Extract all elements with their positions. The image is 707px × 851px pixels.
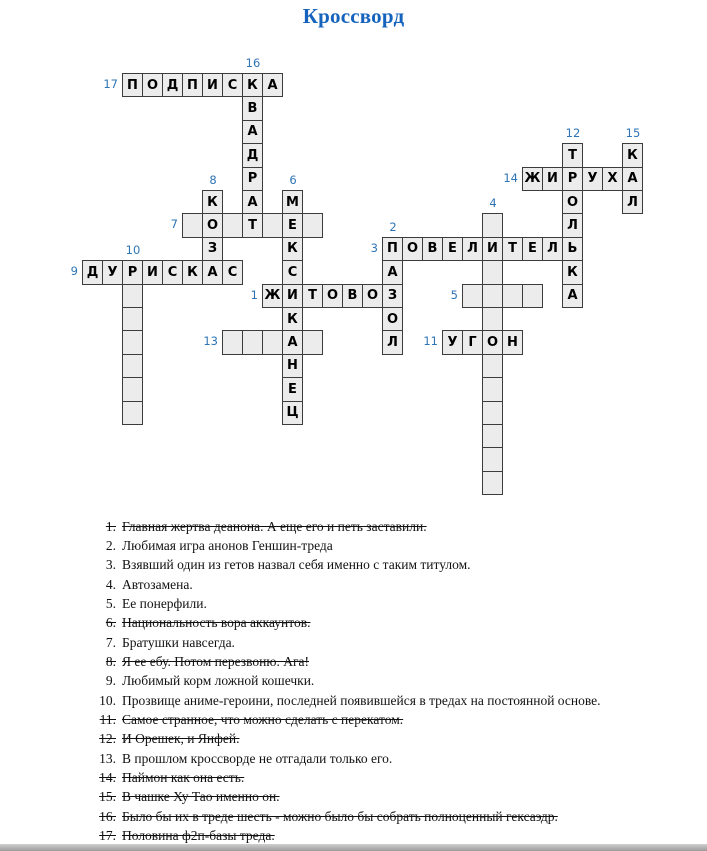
cell-letter: И (487, 241, 498, 257)
cell-letter: М (286, 194, 299, 210)
cell-letter: О (366, 288, 379, 304)
cell-letter: Т (568, 147, 577, 163)
clue-text: Любимый корм ложной кошечки. (122, 673, 315, 689)
cell-letter: Ж (264, 288, 281, 304)
cell-letter: А (287, 335, 298, 351)
grid-cell (302, 284, 323, 308)
clue-text: Автозамена. (122, 576, 193, 592)
grid-cell (602, 167, 623, 191)
clue-number: 7. (105, 634, 116, 650)
grid-cell (182, 213, 203, 237)
clue-number: 14. (99, 770, 116, 786)
grid-cell (242, 143, 263, 167)
clue-item (92, 575, 672, 594)
grid-cell (502, 330, 523, 354)
grid-cell (222, 260, 243, 284)
grid-cell (622, 167, 643, 191)
grid-cell (482, 354, 503, 378)
clue-text: Я ее ебу. Потом перезвоню. Ага! (122, 654, 310, 670)
grid-cell (122, 307, 143, 331)
grid-cell (522, 167, 543, 191)
cell-letter: Л (387, 335, 398, 351)
cell-letter: Д (86, 264, 99, 280)
word-number-label: 10 (125, 243, 141, 258)
grid-cell (382, 330, 403, 354)
clue-text: Самое странное, что можно сделать с перекатом. (122, 712, 404, 728)
clue-item (92, 517, 672, 536)
grid-cell (302, 213, 323, 237)
grid-cell (282, 284, 303, 308)
clue-text: Любимая игра анонов Геншин-треда (122, 538, 333, 554)
cell-letter: О (206, 218, 219, 234)
cell-letter: Р (567, 171, 578, 187)
grid-cell (242, 330, 263, 354)
clue-number: 3. (105, 557, 116, 573)
cell-letter: Т (508, 241, 517, 257)
clue-number: 4. (105, 576, 116, 592)
clue-item (92, 788, 672, 807)
cell-letter: Н (507, 335, 518, 351)
cell-letter: В (247, 101, 258, 117)
cell-letter: Г (468, 335, 477, 351)
grid-cell (482, 260, 503, 284)
clue-text: В прошлом кроссворде не отгадали только его. (122, 750, 393, 766)
cell-letter: О (566, 194, 579, 210)
grid-cell (202, 260, 223, 284)
cell-letter: И (547, 171, 558, 187)
grid-cell (482, 237, 503, 261)
grid-cell (382, 260, 403, 284)
grid-cell (462, 237, 483, 261)
grid-cell (282, 237, 303, 261)
grid-cell (482, 471, 503, 495)
grid-cell (242, 120, 263, 144)
cell-letter: Х (607, 171, 618, 187)
word-number-label: 15 (625, 126, 641, 141)
clue-item (92, 827, 672, 846)
grid-cell (502, 284, 523, 308)
word-number-label: 6 (289, 173, 297, 187)
cell-letter: С (167, 264, 178, 280)
grid-cell (482, 307, 503, 331)
grid-cell (622, 190, 643, 214)
clue-item (92, 749, 672, 768)
cell-letter: А (247, 194, 258, 210)
cell-letter: К (567, 264, 578, 280)
word-number-label: 5 (450, 287, 458, 302)
page-title: Кроссворд (302, 4, 405, 28)
cell-letter: А (387, 264, 398, 280)
clue-text: Прозвище аниме-героини, последней появившейся в тредах на постоянной основе. (122, 692, 601, 708)
cell-letter: С (227, 77, 238, 93)
cell-letter: К (287, 241, 298, 257)
clue-item (92, 807, 672, 826)
cell-letter: Р (247, 171, 258, 187)
grid-cell (122, 73, 143, 97)
page-bottom-edge (0, 844, 707, 851)
word-number-label: 3 (370, 240, 378, 255)
grid-cell (522, 237, 543, 261)
grid-cell (502, 237, 523, 261)
grid-cell (282, 377, 303, 401)
grid-cell (462, 284, 483, 308)
cell-letter: О (326, 288, 339, 304)
word-number-label: 11 (423, 334, 438, 349)
clue-text: Паймон как она есть. (122, 770, 245, 786)
grid-cell (562, 167, 583, 191)
clue-item (92, 633, 672, 652)
cell-letter: А (267, 77, 278, 93)
cell-letter: К (207, 194, 218, 210)
cell-letter: Т (248, 218, 257, 234)
word-number-label: 17 (103, 77, 118, 91)
grid-cell (222, 213, 243, 237)
cell-letter: Ц (286, 405, 299, 421)
grid-cell (302, 330, 323, 354)
grid-cell (562, 237, 583, 261)
grid-cell (562, 213, 583, 237)
cell-letter: У (587, 171, 598, 187)
cell-letter: Ь (567, 241, 578, 257)
cell-letter: З (207, 241, 218, 257)
grid-cell (582, 167, 603, 191)
grid-cell (362, 284, 383, 308)
grid-cell (102, 260, 123, 284)
grid-cell (262, 73, 283, 97)
cell-letter: В (427, 241, 438, 257)
grid-cell (242, 190, 263, 214)
cell-letter: С (227, 264, 238, 280)
cell-letter: Р (127, 264, 138, 280)
cell-letter: А (207, 264, 218, 280)
grid-cell (202, 190, 223, 214)
grid-cell (282, 307, 303, 331)
grid-cell (222, 73, 243, 97)
grid-cell (562, 190, 583, 214)
clue-item (92, 672, 672, 691)
cell-letter: П (387, 241, 398, 257)
clue-number: 13. (99, 750, 116, 766)
grid-cell (282, 213, 303, 237)
cell-letter: Е (288, 381, 297, 397)
grid-cell (482, 377, 503, 401)
clue-item (92, 710, 672, 729)
cell-letter: Л (467, 241, 478, 257)
clue-number: 1. (105, 518, 116, 534)
cell-letter: У (107, 264, 118, 280)
cell-letter: Л (567, 218, 578, 234)
word-number-label: 2 (389, 219, 397, 234)
cell-letter: А (247, 124, 258, 140)
cell-letter: Д (246, 147, 259, 163)
word-number-label: 13 (203, 334, 218, 349)
grid-cell (402, 237, 423, 261)
cell-letter: А (627, 171, 638, 187)
clue-number: 10. (99, 692, 116, 708)
grid-cell (442, 237, 463, 261)
clues-list (92, 517, 672, 846)
clue-text: Половина ф2п-базы треда. (122, 828, 275, 844)
grid-cell (382, 284, 403, 308)
grid-cell (562, 284, 583, 308)
grid-cell (482, 284, 503, 308)
clue-number: 17. (99, 828, 116, 844)
grid-cell (242, 73, 263, 97)
clue-number: 15. (99, 789, 116, 805)
cell-letter: И (287, 288, 298, 304)
grid-cell (182, 260, 203, 284)
cell-letter: И (147, 264, 158, 280)
word-number-label: 14 (503, 170, 518, 185)
grid-cell (282, 401, 303, 425)
grid-cell (322, 284, 343, 308)
clue-text: И Орешек, и Янфей. (122, 731, 240, 747)
word-number-label: 16 (245, 56, 261, 70)
cell-letter: О (406, 241, 419, 257)
clue-item (92, 768, 672, 787)
cell-letter: И (207, 77, 218, 93)
cell-letter: П (127, 77, 138, 93)
grid-cell (462, 330, 483, 354)
grid-cell (282, 330, 303, 354)
word-number-label: 4 (489, 196, 497, 211)
grid-cell (282, 260, 303, 284)
grid-cell (622, 143, 643, 167)
clue-item (92, 691, 672, 710)
cell-letter: К (627, 147, 638, 163)
clue-number: 2. (105, 538, 116, 554)
clue-item (92, 556, 672, 575)
cell-letter: Т (308, 288, 317, 304)
clue-text: Ее понерфили. (122, 596, 207, 612)
grid-cell (142, 260, 163, 284)
cell-letter: А (567, 288, 578, 304)
cell-letter: Н (287, 358, 298, 374)
cell-letter: О (486, 335, 499, 351)
clue-item (92, 536, 672, 555)
cell-letter: Е (448, 241, 457, 257)
grid-cell (242, 96, 263, 120)
grid-cell (222, 330, 243, 354)
grid-cell (122, 284, 143, 308)
cell-letter: У (447, 335, 458, 351)
clue-text: Братушки навсегда. (122, 634, 235, 650)
clue-text: Главная жертва деанона. А еще его и петь заставили. (122, 518, 427, 534)
grid-cell (262, 213, 283, 237)
cell-letter: Е (528, 241, 537, 257)
grid-cell (122, 260, 143, 284)
cell-letter: З (387, 288, 398, 304)
clue-text: Взявший один из гетов назвал себя именно с таким титулом. (122, 557, 471, 573)
grid-cell (342, 284, 363, 308)
grid-cell (242, 167, 263, 191)
clue-number: 12. (99, 731, 116, 747)
cell-letter: К (187, 264, 198, 280)
cell-letter: Ж (524, 171, 541, 187)
grid-cell (122, 330, 143, 354)
cell-letter: К (287, 311, 298, 327)
clue-number: 11. (99, 712, 116, 728)
cell-letter: Л (547, 241, 558, 257)
grid-cell (122, 377, 143, 401)
grid-cell (242, 213, 263, 237)
grid-cell (562, 260, 583, 284)
cell-letter: К (247, 77, 258, 93)
grid-cell (182, 73, 203, 97)
clue-number: 16. (99, 808, 116, 824)
grid-cell (482, 401, 503, 425)
grid-cell (482, 330, 503, 354)
cell-letter: С (287, 264, 298, 280)
clue-number: 9. (105, 673, 116, 689)
cell-letter: Е (288, 218, 297, 234)
clue-item (92, 730, 672, 749)
grid-cell (82, 260, 103, 284)
grid-cell (482, 447, 503, 471)
grid-cell (482, 424, 503, 448)
clue-text: Национальность вора аккаунтов. (122, 615, 311, 631)
grid-cell (282, 190, 303, 214)
grid-cell (482, 213, 503, 237)
clue-number: 6. (105, 615, 116, 631)
grid-cell (162, 73, 183, 97)
word-number-label: 7 (170, 217, 178, 232)
grid-cell (262, 284, 283, 308)
clue-item (92, 652, 672, 671)
cell-letter: О (386, 311, 399, 327)
word-number-label: 12 (565, 126, 581, 141)
clue-text: Было бы их в треде шесть - можно было бы собрать полноценный гексаэдр. (122, 808, 558, 824)
grid-cell (442, 330, 463, 354)
word-number-label: 1 (250, 287, 258, 302)
grid-cell (522, 284, 543, 308)
clue-number: 5. (105, 596, 116, 612)
grid-cell (162, 260, 183, 284)
cell-letter: П (187, 77, 198, 93)
cell-letter: Д (166, 77, 179, 93)
cell-letter: В (347, 288, 358, 304)
clue-text: В чашке Ху Тао именно он. (122, 789, 280, 805)
grid-cell (382, 307, 403, 331)
grid-cell (142, 73, 163, 97)
word-number-label: 8 (209, 173, 217, 187)
grid-cell (202, 73, 223, 97)
grid-cell (382, 237, 403, 261)
grid-cell (202, 213, 223, 237)
clue-item (92, 594, 672, 613)
grid-cell (202, 237, 223, 261)
word-number-label: 9 (70, 264, 78, 279)
clue-number: 8. (105, 654, 116, 670)
cell-letter: Л (627, 194, 638, 210)
grid-cell (542, 237, 563, 261)
cell-letter: О (146, 77, 159, 93)
grid-cell (122, 354, 143, 378)
grid-cell (422, 237, 443, 261)
grid-cell (262, 330, 283, 354)
grid-cell (542, 167, 563, 191)
grid-cell (282, 354, 303, 378)
grid-cell (562, 143, 583, 167)
clue-item (92, 614, 672, 633)
grid-cell (122, 401, 143, 425)
